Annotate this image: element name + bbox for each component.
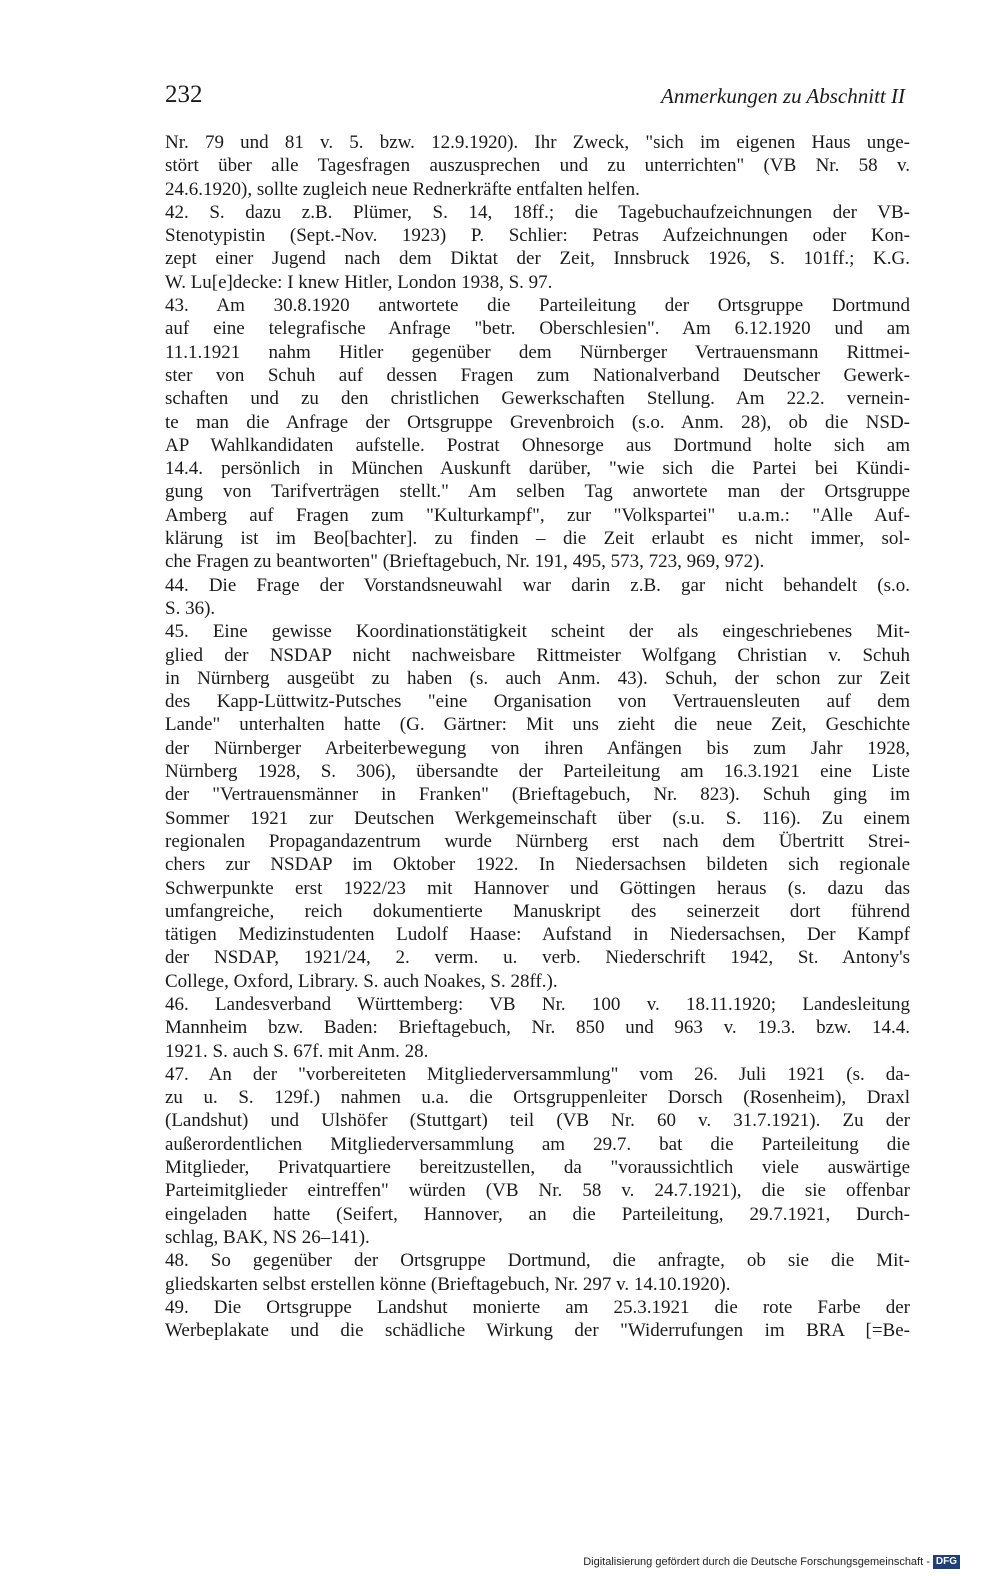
text-line: in Nürnberg ausgeübt zu haben (s. auch Anm. 43). Schuh, der schon zur Zeit [165, 667, 910, 689]
text-line: Werbeplakate und die schädliche Wirkung der "Widerrufungen im BRA [=Be- [165, 1320, 910, 1342]
text-line: eingeladen hatte (Seifert, Hannover, an die Parteileitung, 29.7.1921, Durch- [165, 1203, 910, 1225]
text-line: der Nürnberger Arbeiterbewegung von ihren Anfängen bis zum Jahr 1928, [165, 737, 910, 759]
text-line: glied der NSDAP nicht nachweisbare Rittmeister Wolfgang Christian v. Schuh [165, 644, 910, 666]
text-line: chers zur NSDAP im Oktober 1922. In Niedersachsen bildeten sich regionale [165, 854, 910, 876]
text-line: te man die Anfrage der Ortsgruppe Grevenbroich (s.o. Anm. 28), ob die NSD- [165, 411, 910, 433]
text-line: klärung ist im Beo[bachter]. zu finden – die Zeit erlaubt es nicht immer, sol- [165, 528, 910, 550]
dfg-logo: DFG [933, 1555, 960, 1569]
text-line: (Landshut) und Ulshöfer (Stuttgart) teil (VB Nr. 60 v. 31.7.1921). Zu der [165, 1110, 910, 1132]
text-line: schlag, BAK, NS 26–141). [165, 1226, 370, 1248]
text-line: gung von Tarifverträgen stellt." Am selben Tag anwortete man der Ortsgruppe [165, 481, 910, 503]
running-head: Anmerkungen zu Abschnitt II [661, 84, 905, 108]
text-line: der NSDAP, 1921/24, 2. verm. u. verb. Niederschrift 1942, St. Antony's [165, 947, 910, 969]
text-line: che Fragen zu beantworten" (Brieftagebuch, Nr. 191, 495, 573, 723, 969, 972). [165, 551, 765, 573]
text-line: 1921. S. auch S. 67f. mit Anm. 28. [165, 1040, 429, 1062]
page-header [165, 80, 905, 112]
note-46-line: 46. Landesverband Württemberg: VB Nr. 100 v. 18.11.1920; Landesleitung [165, 993, 910, 1015]
digitization-footer [583, 1554, 960, 1570]
text-line: tätigen Medizinstudenten Ludolf Haase: Aufstand in Niedersachsen, Der Kampf [165, 924, 910, 946]
text-line: W. Lu[e]decke: I knew Hitler, London 1938, S. 97. [165, 271, 553, 293]
text-line: regionalen Propagandazentrum wurde Nürnberg erst nach dem Übertritt Strei- [165, 830, 910, 852]
text-line: zu u. S. 129f.) nahmen u.a. die Ortsgruppenleiter Dorsch (Rosenheim), Draxl [165, 1087, 910, 1109]
note-43-line: 43. Am 30.8.1920 antwortete die Parteileitung der Ortsgruppe Dortmund [165, 295, 910, 317]
text-line: Schwerpunkte erst 1922/23 mit Hannover und Göttingen heraus (s. dazu das [165, 877, 910, 899]
text-line: 11.1.1921 nahm Hitler gegenüber dem Nürnberger Vertrauensmann Rittmei- [165, 341, 910, 363]
text-line: auf eine telegrafische Anfrage "betr. Oberschlesien". Am 6.12.1920 und am [165, 318, 910, 340]
text-line: zept einer Jugend nach dem Diktat der Zeit, Innsbruck 1926, S. 101ff.; K.G. [165, 248, 910, 270]
text-line: ster von Schuh auf dessen Fragen zum Nationalverband Deutscher Gewerk- [165, 364, 910, 386]
text-line: gliedskarten selbst erstellen könne (Brieftagebuch, Nr. 297 v. 14.10.1920). [165, 1273, 731, 1295]
note-45-line: 45. Eine gewisse Koordinationstätigkeit scheint der als eingeschriebenes Mit- [165, 621, 910, 643]
note-48-line: 48. So gegenüber der Ortsgruppe Dortmund, die anfragte, ob sie die Mit- [165, 1250, 910, 1272]
page-number: 232 [165, 81, 203, 108]
text-line: College, Oxford, Library. S. auch Noakes, S. 28ff.). [165, 970, 558, 992]
text-line: Lande" unterhalten hatte (G. Gärtner: Mit uns zieht die neue Zeit, Geschichte [165, 714, 910, 736]
text-line: 14.4. persönlich in München Auskunft darüber, "wie sich die Partei bei Kündi- [165, 458, 910, 480]
text-line: stört über alle Tagesfragen auszusprechen und zu unterrichten" (VB Nr. 58 v. [165, 155, 910, 177]
text-line: Mitglieder, Privatquartiere bereitzustellen, da "voraussichtlich viele auswärtige [165, 1157, 910, 1179]
text-line: Mannheim bzw. Baden: Brieftagebuch, Nr. 850 und 963 v. 19.3. bzw. 14.4. [165, 1017, 910, 1039]
note-47-line: 47. An der "vorbereiteten Mitgliederversammlung" vom 26. Juli 1921 (s. da- [165, 1063, 910, 1085]
footer-credit: Digitalisierung gefördert durch die Deutsche Forschungsgemeinschaft - [583, 1556, 930, 1568]
text-line: schaften und zu den christlichen Gewerkschaften Stellung. Am 22.2. vernein- [165, 388, 910, 410]
note-42-line: 42. S. dazu z.B. Plümer, S. 14, 18ff.; die Tagebuchaufzeichnungen der VB- [165, 201, 910, 223]
note-44-line: 44. Die Frage der Vorstandsneuwahl war darin z.B. gar nicht behandelt (s.o. [165, 574, 910, 596]
notes-body [165, 131, 910, 1342]
text-line: Stenotypistin (Sept.-Nov. 1923) P. Schlier: Petras Aufzeichnungen oder Kon- [165, 225, 910, 247]
text-line: Sommer 1921 zur Deutschen Werkgemeinschaft über (s.u. S. 116). Zu einem [165, 807, 910, 829]
text-line: AP Wahlkandidaten aufstelle. Postrat Ohnesorge aus Dortmund holte sich am [165, 434, 910, 456]
text-line: S. 36). [165, 597, 216, 619]
text-line: umfangreiche, reich dokumentierte Manuskript des seinerzeit dort führend [165, 900, 910, 922]
text-line: des Kapp-Lüttwitz-Putsches "eine Organisation von Vertrauensleuten auf dem [165, 691, 910, 713]
text-line: Nürnberg 1928, S. 306), übersandte der Parteileitung am 16.3.1921 eine Liste [165, 761, 910, 783]
text-line: außerordentlichen Mitgliederversammlung am 29.7. bat die Parteileitung die [165, 1133, 910, 1155]
note-49-line: 49. Die Ortsgruppe Landshut monierte am 25.3.1921 die rote Farbe der [165, 1296, 910, 1318]
text-line: 24.6.1920), sollte zugleich neue Rednerkräfte entfalten helfen. [165, 178, 640, 200]
text-line: Amberg auf Fragen zum "Kulturkampf", zur "Volkspartei" u.a.m.: "Alle Auf- [165, 504, 910, 526]
text-line: Nr. 79 und 81 v. 5. bzw. 12.9.1920). Ihr Zweck, "sich im eigenen Haus unge- [165, 132, 910, 153]
text-line: der "Vertrauensmänner in Franken" (Brieftagebuch, Nr. 823). Schuh ging im [165, 784, 910, 806]
text-line: Parteimitglieder eintreffen" würden (VB Nr. 58 v. 24.7.1921), die sie offenbar [165, 1180, 910, 1202]
